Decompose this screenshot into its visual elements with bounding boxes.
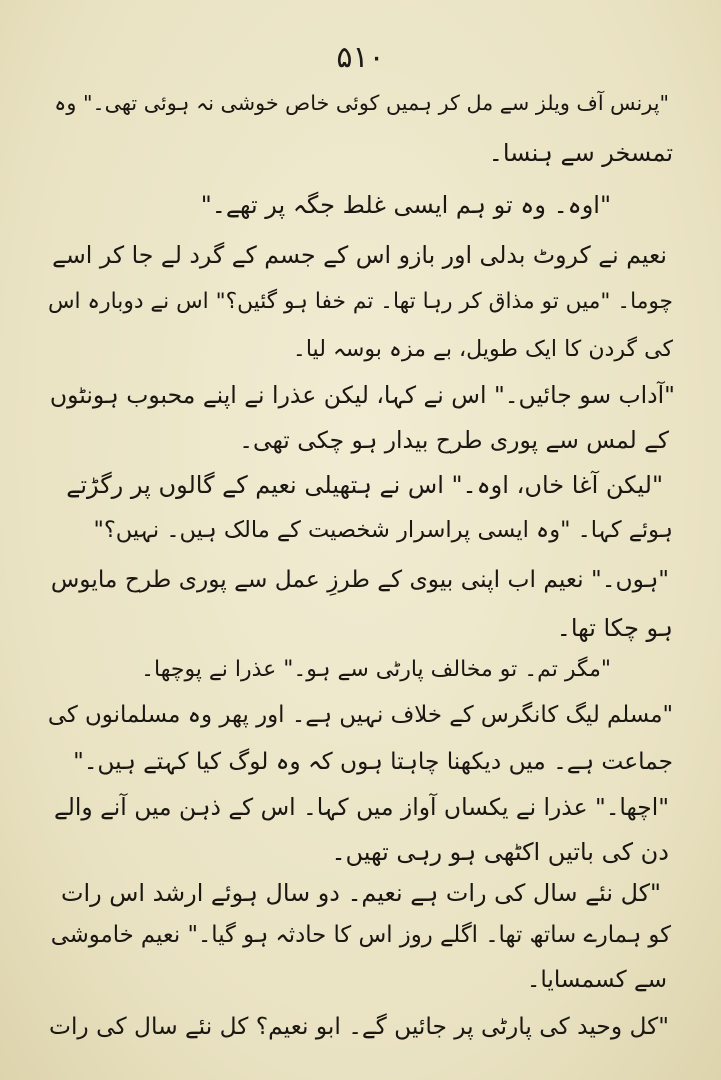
text-line: چوما۔ "میں تو مذاق کر رہا تھا۔ تم خفا ہو گئیں؟" اس نے دوبارہ اس	[48, 289, 673, 314]
text-line: "کل نئے سال کی رات ہے نعیم۔ دو سال ہوئے ارشد اس رات	[61, 879, 661, 907]
text-line: دن کی باتیں اکٹھی ہو رہی تھیں۔	[331, 838, 669, 866]
text-line: جماعت ہے۔ میں دیکھنا چاہتا ہوں کہ وہ لوگ کیا کہتے ہیں۔"	[73, 748, 673, 775]
text-line: "ہوں۔" نعیم اب اپنی بیوی کے طرزِ عمل سے پوری طرح مایوس	[51, 566, 669, 593]
text-line: "مسلم لیگ کانگرس کے خلاف نہیں ہے۔ اور پھر وہ مسلمانوں کی	[48, 702, 673, 728]
text-line: "اچھا۔" عذرا نے یکساں آواز میں کہا۔ اس کے ذہن میں آنے والے	[54, 793, 669, 821]
text-line: "آداب سو جائیں۔" اس نے کہا، لیکن عذرا نے اپنے محبوب ہونٹوں	[50, 381, 675, 409]
text-line: کی گردن کا ایک طویل، بے مزہ بوسہ لیا۔	[293, 337, 673, 362]
text-line: "مگر تم۔ تو مخالف پارٹی سے ہو۔" عذرا نے پوچھا۔	[141, 657, 611, 682]
text-line: کو ہمارے ساتھ تھا۔ اگلے روز اس کا حادثہ ہو گیا۔" نعیم خاموشی	[51, 922, 671, 948]
text-line: "کل وحید کی پارٹی پر جائیں گے۔ ابو نعیم؟ کل نئے سال کی رات	[49, 1013, 669, 1040]
text-line: نعیم نے کروٹ بدلی اور بازو اس کے جسم کے گرد لے جا کر اسے	[52, 241, 667, 269]
text-line: سے کسمسایا۔	[527, 966, 667, 993]
text-line: کے لمس سے پوری طرح بیدار ہو چکی تھی۔	[239, 426, 669, 454]
text-line: تمسخر سے ہنسا۔	[488, 139, 673, 167]
text-line: "اوہ۔ وہ تو ہم ایسی غلط جگہ پر تھے۔"	[200, 191, 611, 219]
text-line: "لیکن آغا خاں، اوہ۔" اس نے ہتھیلی نعیم کے گالوں پر رگڑتے	[66, 471, 663, 499]
page-number: ۵۱۰	[336, 40, 385, 75]
text-line: ہوئے کہا۔ "وہ ایسی پراسرار شخصیت کے مالک ہیں۔ نہیں؟"	[93, 517, 673, 543]
text-line: ہو چکا تھا۔	[556, 614, 673, 642]
text-line: "پرنس آف ویلز سے مل کر ہمیں کوئی خاص خوشی نہ ہوئی تھی۔" وہ	[54, 91, 669, 115]
